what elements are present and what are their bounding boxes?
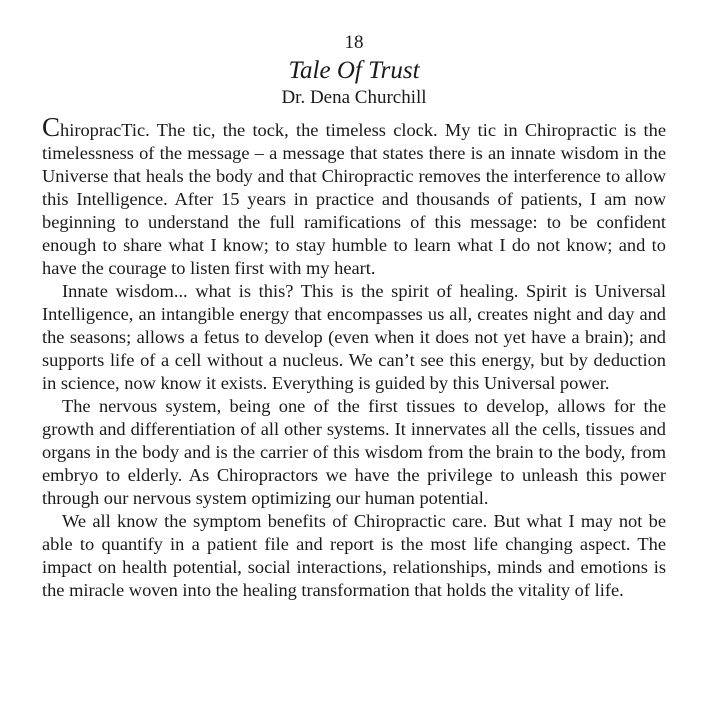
page <box>42 32 666 602</box>
chapter-author: Dr. Dena Churchill <box>281 87 427 108</box>
initial-letter: C <box>42 112 61 142</box>
paragraph-1-text: hiropracTic. The tic, the tock, the timeless clock. My tic in Chiropractic is the timelessness of the message – a message that states there is an innate wisdom in the Universe that heals the body and that Chiropractic removes the interference to allow this Intelligence. After 15 years in practice and thousands of patients, I am now beginning to understand the full ramifications of this message: to be confident enough to share what I know; to stay humble to learn what I do not know; and to have the courage to listen first with my heart. <box>42 120 666 278</box>
paragraph-3: The nervous system, being one of the first tissues to develop, allows for the growth and differentiation of all other systems. It innervates all the cells, tissues and organs in the body and is the carrier of this wisdom from the brain to the body, from embryo to elderly. As Chiropractors we have the privilege to unleash this power through our nervous system optimizing our human potential. <box>42 396 666 508</box>
paragraph-1 <box>42 112 666 280</box>
chapter-title: Tale Of Trust <box>288 57 420 84</box>
page-number: 18 <box>344 32 364 53</box>
paragraph-2: Innate wisdom... what is this? This is the spirit of healing. Spirit is Universal Intelligence, an intangible energy that encompasses us all, creates night and day and the seasons; allows a fetus to develop (even when it does not yet have a brain); and supports life of a cell without a nucleus. We can’t see this energy, but by deduction in science, now know it exists. Everything is guided by this Universal power. <box>42 281 666 393</box>
body-text <box>42 112 666 602</box>
paragraph-4: We all know the symptom benefits of Chiropractic care. But what I may not be able to quantify in a patient file and report is the most life changing aspect. The impact on health potential, social interactions, relationships, minds and emotions is the miracle woven into the healing transformation that holds the vitality of life. <box>42 511 666 600</box>
